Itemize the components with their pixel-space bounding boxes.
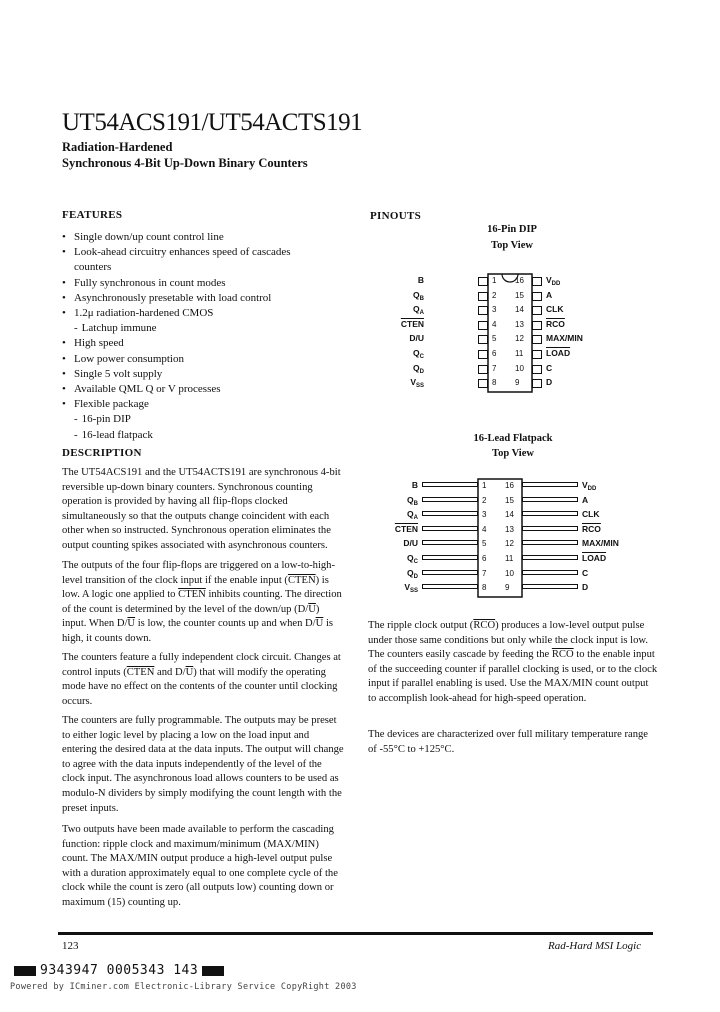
feature-item: • High speed bbox=[62, 336, 362, 351]
dip-title: 16-Pin DIP bbox=[487, 224, 537, 235]
flatpack-pin-label: B bbox=[411, 480, 418, 490]
dip-pin-number: 8 bbox=[492, 378, 497, 388]
flatpack-pin-stub bbox=[422, 555, 478, 560]
flatpack-pin-stub bbox=[422, 497, 478, 502]
footer-section-label: Rad-Hard MSI Logic bbox=[548, 940, 642, 952]
dip-pin-number: 4 bbox=[492, 319, 497, 329]
dip-pin-stub bbox=[478, 277, 488, 286]
flatpack-pin-label: D bbox=[582, 582, 589, 593]
flatpack-pin-label: C bbox=[582, 567, 589, 578]
flatpack-pin-stub bbox=[522, 511, 578, 516]
flatpack-pin-label: $V_{DD}$ bbox=[582, 480, 597, 492]
flatpack-pin-stub bbox=[522, 584, 578, 589]
dip-pin-label: A bbox=[546, 289, 553, 300]
flatpack-pin-stub bbox=[522, 526, 578, 531]
flatpack-pin-label: D/U bbox=[403, 538, 418, 549]
dip-pin-label: D bbox=[546, 377, 553, 388]
barcode-text: 9343947 0005343 143 bbox=[40, 963, 199, 978]
dip-pin-stub bbox=[532, 277, 542, 286]
dip-pin-label: C bbox=[546, 362, 553, 373]
dip-pin-number: 1 bbox=[492, 276, 497, 285]
dip-pin-stub bbox=[478, 335, 488, 344]
dip-pin-stub bbox=[532, 292, 542, 301]
feature-item: • Asynchronously presetable with load control bbox=[62, 291, 362, 306]
dip-view-label: Top View bbox=[491, 240, 533, 251]
dip-pin-number: 15 bbox=[515, 290, 524, 300]
dip-pin-label: $Q_D$ bbox=[413, 362, 424, 375]
page-title: UT54ACS191/UT54ACTS191 bbox=[62, 109, 363, 136]
flatpack-pin-stub bbox=[422, 511, 478, 516]
description-heading: DESCRIPTION bbox=[62, 447, 142, 459]
flatpack-pin-number: 7 bbox=[482, 568, 487, 578]
features-heading: FEATURES bbox=[62, 209, 123, 221]
dip-pin-number: 13 bbox=[515, 319, 524, 329]
description-paragraph-4: The counters are fully programmable. The outputs may be preset to either logic level by placing a low on the load input and entering the desired data at the data inputs. The output will change to agree with the data inputs independently of the level of the clock input. The asynchronous load allows counters to be used as modulo-N dividers by simply modifying the count length with the preset inputs. bbox=[62, 715, 344, 814]
dip-pin-label: CTEN bbox=[400, 318, 424, 329]
flatpack-pin-label: $\overline{RCO}$ bbox=[582, 523, 601, 534]
flatpack-pin-number: 11 bbox=[505, 554, 514, 563]
description-paragraph-1: The UT54ACS191 and the UT54ACTS191 are synchronous 4-bit reversible up-down binary counters. Synchronous counting operation is provided by having all flip-flops clocked simultaneously so that the outputs change coincident with each other when so instructed. Synchronous operation eliminates the output counting spikes associated with asynchronous counters. bbox=[62, 467, 341, 551]
dip-pin-label: CLK bbox=[546, 304, 564, 315]
flatpack-pin-label: $Q_C$ bbox=[407, 553, 418, 565]
dip-pin-label: $Q_A$ bbox=[413, 304, 424, 317]
page-number: 123 bbox=[62, 940, 79, 952]
flatpack-pin-stub bbox=[422, 570, 478, 575]
dip-pin-number: 12 bbox=[515, 334, 524, 344]
flatpack-pin-stub bbox=[522, 555, 578, 560]
dip-pin-label: $Q_B$ bbox=[413, 289, 424, 302]
flatpack-pin-number: 15 bbox=[505, 495, 514, 505]
description-paragraph-5: Two outputs have been made available to perform the cascading function: ripple clock and maximum/minimum (MAX/MIN) count. The MAX/MIN output produce a high-level output pulse with a duration approximately equal to one complete cycle of the clock while the count is zero (all outputs low) counting down or maximum (15) counting up. bbox=[62, 824, 338, 908]
dip-pin-stub bbox=[478, 292, 488, 301]
flatpack-pin-stub bbox=[422, 584, 478, 589]
dip-pin-label: MAX/MIN bbox=[546, 333, 583, 344]
dip-pin-number: 16 bbox=[515, 276, 524, 285]
footer-rule bbox=[58, 932, 653, 935]
dip-pin-stub bbox=[478, 350, 488, 359]
barcode-block-left bbox=[14, 966, 36, 976]
dip-pin-label: B bbox=[417, 275, 424, 285]
dip-pin-label: $V_{SS}$ bbox=[410, 377, 424, 390]
flatpack-pin-number: 9 bbox=[505, 583, 510, 593]
flatpack-pin-number: 12 bbox=[505, 539, 514, 549]
flatpack-pin-number: 2 bbox=[482, 495, 487, 505]
flatpack-pin-number: 4 bbox=[482, 524, 487, 534]
flatpack-pin-stub bbox=[522, 540, 578, 545]
dip-pin-number: 2 bbox=[492, 290, 497, 300]
flatpack-pin-label: MAX/MIN bbox=[582, 538, 619, 549]
feature-sub-item: - 16-pin DIP bbox=[74, 413, 131, 426]
flatpack-pin-stub bbox=[422, 540, 478, 545]
dip-pin-number: 14 bbox=[515, 305, 524, 315]
flatpack-pin-number: 8 bbox=[482, 583, 487, 593]
flatpack-pin-label: CTEN bbox=[394, 523, 418, 534]
dip-pin-label: $V_{DD}$ bbox=[546, 275, 561, 287]
dip-pin-stub bbox=[532, 379, 542, 388]
flatpack-pin-stub bbox=[522, 497, 578, 502]
flatpack-pin-label: CLK bbox=[582, 509, 600, 520]
dip-pin-number: 3 bbox=[492, 305, 497, 315]
subtitle-radiation: Radiation-Hardened bbox=[62, 140, 173, 154]
features-list bbox=[62, 230, 362, 443]
flatpack-pin-label: $Q_A$ bbox=[407, 509, 418, 522]
flatpack-pin-number: 16 bbox=[505, 481, 514, 490]
flatpack-pin-number: 1 bbox=[482, 481, 487, 490]
feature-item: • Fully synchronous in count modes bbox=[62, 276, 362, 291]
flatpack-pin-stub bbox=[422, 482, 478, 487]
flatpack-pin-stub bbox=[522, 482, 578, 487]
feature-sub-item: - Latchup immune bbox=[74, 322, 157, 335]
dip-pin-number: 6 bbox=[492, 349, 497, 358]
dip-pin-stub bbox=[532, 306, 542, 315]
subtitle-description: Synchronous 4-Bit Up-Down Binary Counters bbox=[62, 156, 308, 170]
pinouts-heading: PINOUTS bbox=[370, 210, 421, 222]
flatpack-diagram bbox=[390, 475, 640, 600]
flatpack-title: 16-Lead Flatpack bbox=[473, 433, 553, 444]
flatpack-pin-label: LOAD bbox=[582, 553, 607, 563]
flatpack-pin-number: 13 bbox=[505, 524, 514, 534]
flatpack-pin-number: 5 bbox=[482, 539, 487, 549]
feature-sub-item: - 16-lead flatpack bbox=[74, 428, 153, 441]
dip-pin-number: 11 bbox=[515, 349, 524, 358]
dip-pin-stub bbox=[532, 365, 542, 374]
dip-pin-label: $Q_C$ bbox=[413, 348, 424, 360]
flatpack-pin-label: $Q_B$ bbox=[407, 494, 418, 507]
dip-diagram bbox=[400, 270, 600, 395]
powered-by-line: Powered by ICminer.com Electronic-Library Service CopyRight 2003 bbox=[10, 982, 357, 992]
flatpack-pin-number: 6 bbox=[482, 554, 487, 563]
dip-pin-label: $\overline{RCO}$ bbox=[546, 318, 565, 329]
dip-pin-stub bbox=[532, 321, 542, 330]
temperature-paragraph: The devices are characterized over full military temperature range of -55°C to +125°C. bbox=[368, 729, 648, 755]
dip-pin-number: 7 bbox=[492, 363, 497, 373]
dip-pin-stub bbox=[478, 365, 488, 374]
dip-pin-label: LOAD bbox=[546, 348, 571, 358]
flatpack-pin-label: $Q_D$ bbox=[407, 567, 418, 580]
barcode-block-right bbox=[202, 966, 224, 976]
description-paragraph-2: The outputs of the four flip-flops are triggered on a low-to-high-level transition of the clock input if the enable input (CTEN) is low. A logic one applied to CTEN inhibits counting. The direction of the count is determined by the level of the down/up $(D/\overline{U})$ input. When $D/\overline{U}$ is low, the counter counts up and when $D/\overline{U}$ is high, it counts down. bbox=[62, 560, 342, 644]
rco-paragraph: The ripple clock output $(\overline{RCO})$ produces a low-level output pulse under those same conditions but only while the clock input is low. The counters easily cascade by feeding the $\overline{RCO}$ to the enable input of the succeeding counter if parallel clocking is used, or to the clock input if parallel enabling is used. Use the MAX/MIN count output to accomplish look-ahead for high-speed operation. bbox=[368, 620, 658, 704]
feature-item: • Look-ahead circuitry enhances speed of cascades bbox=[62, 245, 362, 260]
flatpack-pin-number: 3 bbox=[482, 510, 487, 520]
dip-pin-stub bbox=[478, 306, 488, 315]
flatpack-pin-number: 10 bbox=[505, 568, 514, 578]
dip-pin-number: 5 bbox=[492, 334, 497, 344]
description-paragraph-3: The counters feature a fully independent clock circuit. Changes at control inputs (CTEN and $D/\overline{U}$) that will modify the operating mode have no effect on the contents of the counter until clocking occurs. bbox=[62, 652, 341, 707]
feature-item: • Low power consumption bbox=[62, 352, 362, 367]
flatpack-pin-label: $V_{SS}$ bbox=[404, 582, 418, 595]
flatpack-pin-stub bbox=[422, 526, 478, 531]
flatpack-pin-stub bbox=[522, 570, 578, 575]
feature-item: • 1.2μ radiation-hardened CMOS bbox=[62, 306, 362, 321]
flatpack-pin-label: A bbox=[582, 494, 589, 505]
dip-pin-stub bbox=[478, 321, 488, 330]
dip-pin-stub bbox=[532, 335, 542, 344]
dip-pin-number: 9 bbox=[515, 378, 520, 388]
feature-item: • Available QML Q or V processes bbox=[62, 382, 362, 397]
feature-item: • Single down/up count control line bbox=[62, 230, 362, 245]
barcode-line bbox=[10, 963, 228, 978]
flatpack-pin-number: 14 bbox=[505, 510, 514, 520]
feature-item: counters bbox=[74, 261, 112, 274]
dip-pin-stub bbox=[532, 350, 542, 359]
dip-pin-number: 10 bbox=[515, 363, 524, 373]
dip-pin-stub bbox=[478, 379, 488, 388]
feature-item: • Flexible package bbox=[62, 397, 362, 412]
dip-pin-label: D/U bbox=[409, 333, 424, 344]
flatpack-view-label: Top View bbox=[492, 448, 534, 459]
feature-item: • Single 5 volt supply bbox=[62, 367, 362, 382]
